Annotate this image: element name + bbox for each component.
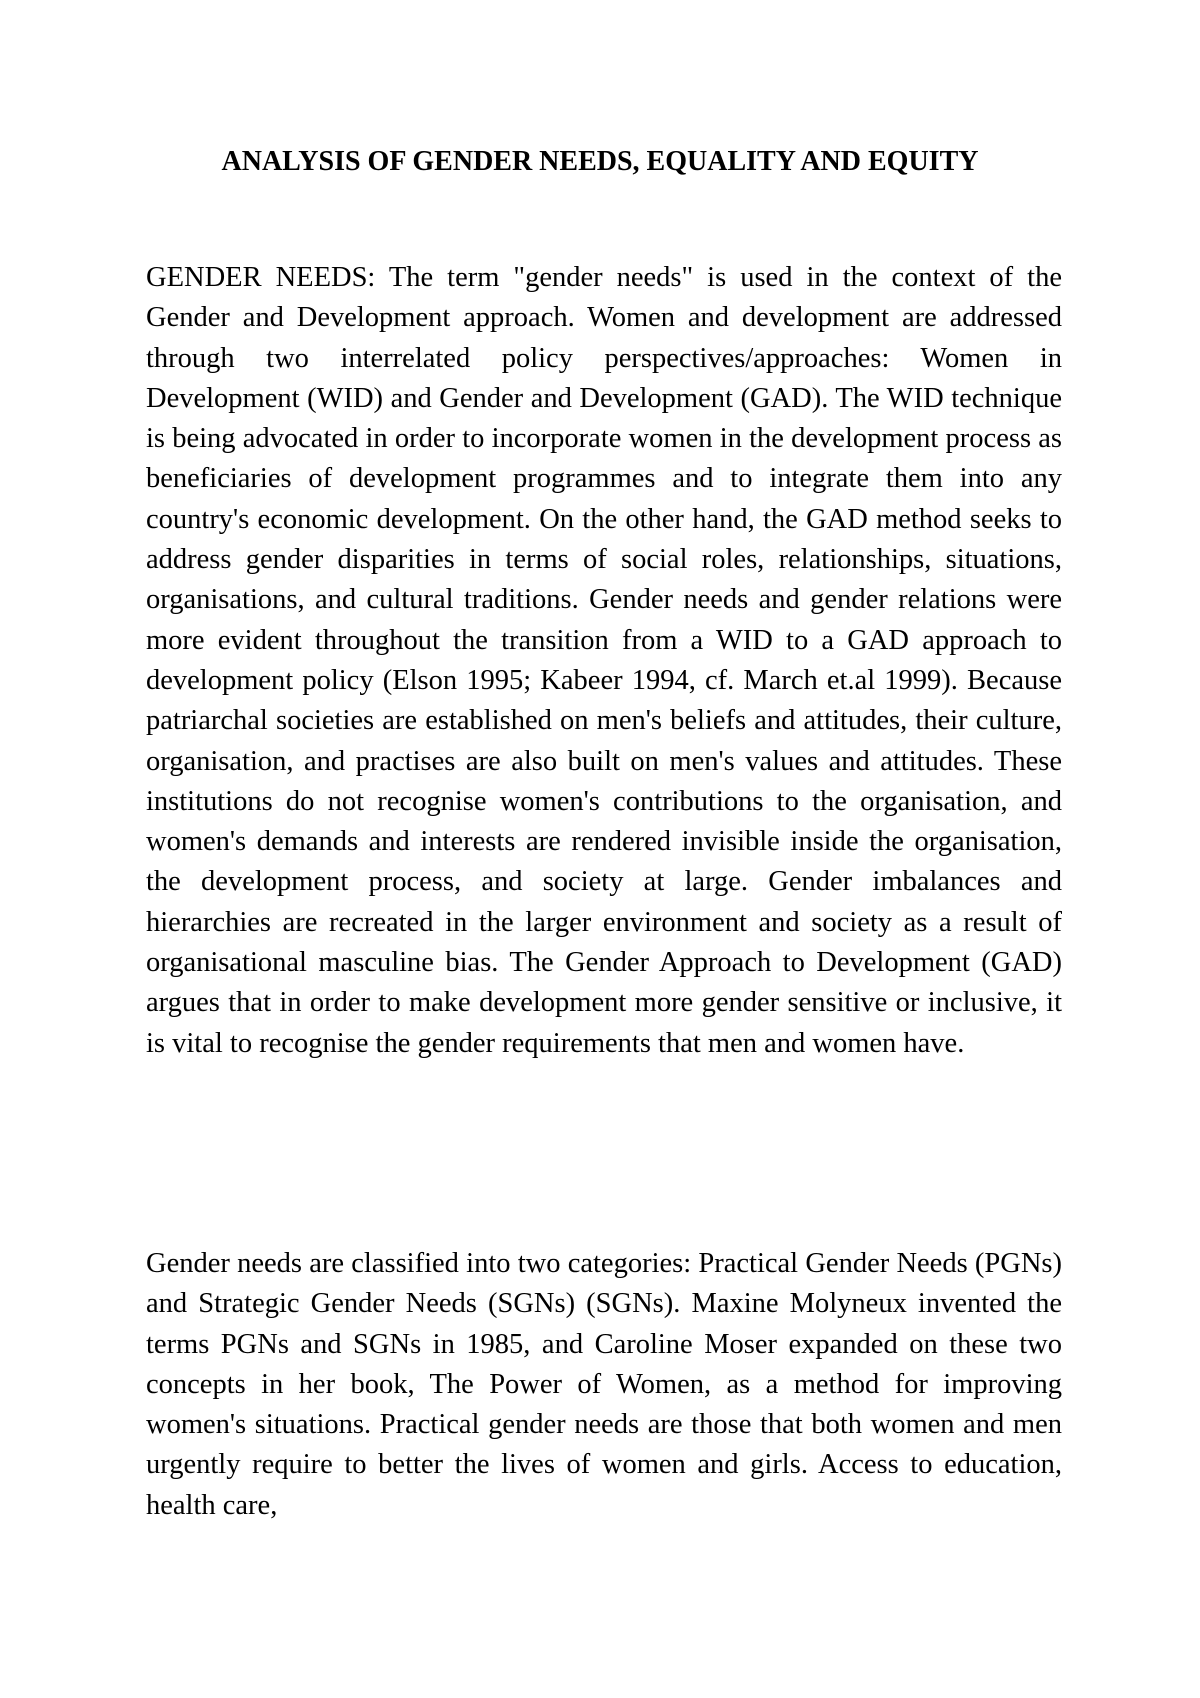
document-title: ANALYSIS OF GENDER NEEDS, EQUALITY AND EQUITY xyxy=(221,146,979,177)
paragraph-gender-needs-categories: Gender needs are classified into two categories: Practical Gender Needs (PGNs) and Strategic Gender Needs (SGNs) (SGNs). Maxine Molyneux invented the terms PGNs and SGNs in 1985, and Caroline Moser expanded on these two concepts in her book, The Power of Women, as a method for improving women's situations. Practical gender needs are those that both women and men urgently require to better the lives of women and girls. Access to education, health care, xyxy=(146,1248,1062,1521)
paragraph-gender-needs: GENDER NEEDS: The term "gender needs" is used in the context of the Gender and Development approach. Women and development are addressed through two interrelated policy perspectives/approaches: Women in Development (WID) and Gender and Development (GAD). The WID technique is being advocated in order to incorporate women in the development process as beneficiaries of development programmes and to integrate them into any country's economic development. On the other hand, the GAD method seeks to address gender disparities in terms of social roles, relationships, situations, organisations, and cultural traditions. Gender needs and gender relations were more evident throughout the transition from a WID to a GAD approach to development policy (Elson 1995; Kabeer 1994, cf. March et.al 1999). Because patriarchal societies are established on men's beliefs and attitudes, their culture, organisation, and practises are also built on men's values and attitudes. These institutions do not recognise women's contributions to the organisation, and women's demands and interests are rendered invisible inside the organisation, the development process, and society at large. Gender imbalances and hierarchies are recreated in the larger environment and society as a result of organisational masculine bias. The Gender Approach to Development (GAD) argues that in order to make development more gender sensitive or inclusive, it is vital to recognise the gender requirements that men and women have. xyxy=(146,262,1062,1059)
